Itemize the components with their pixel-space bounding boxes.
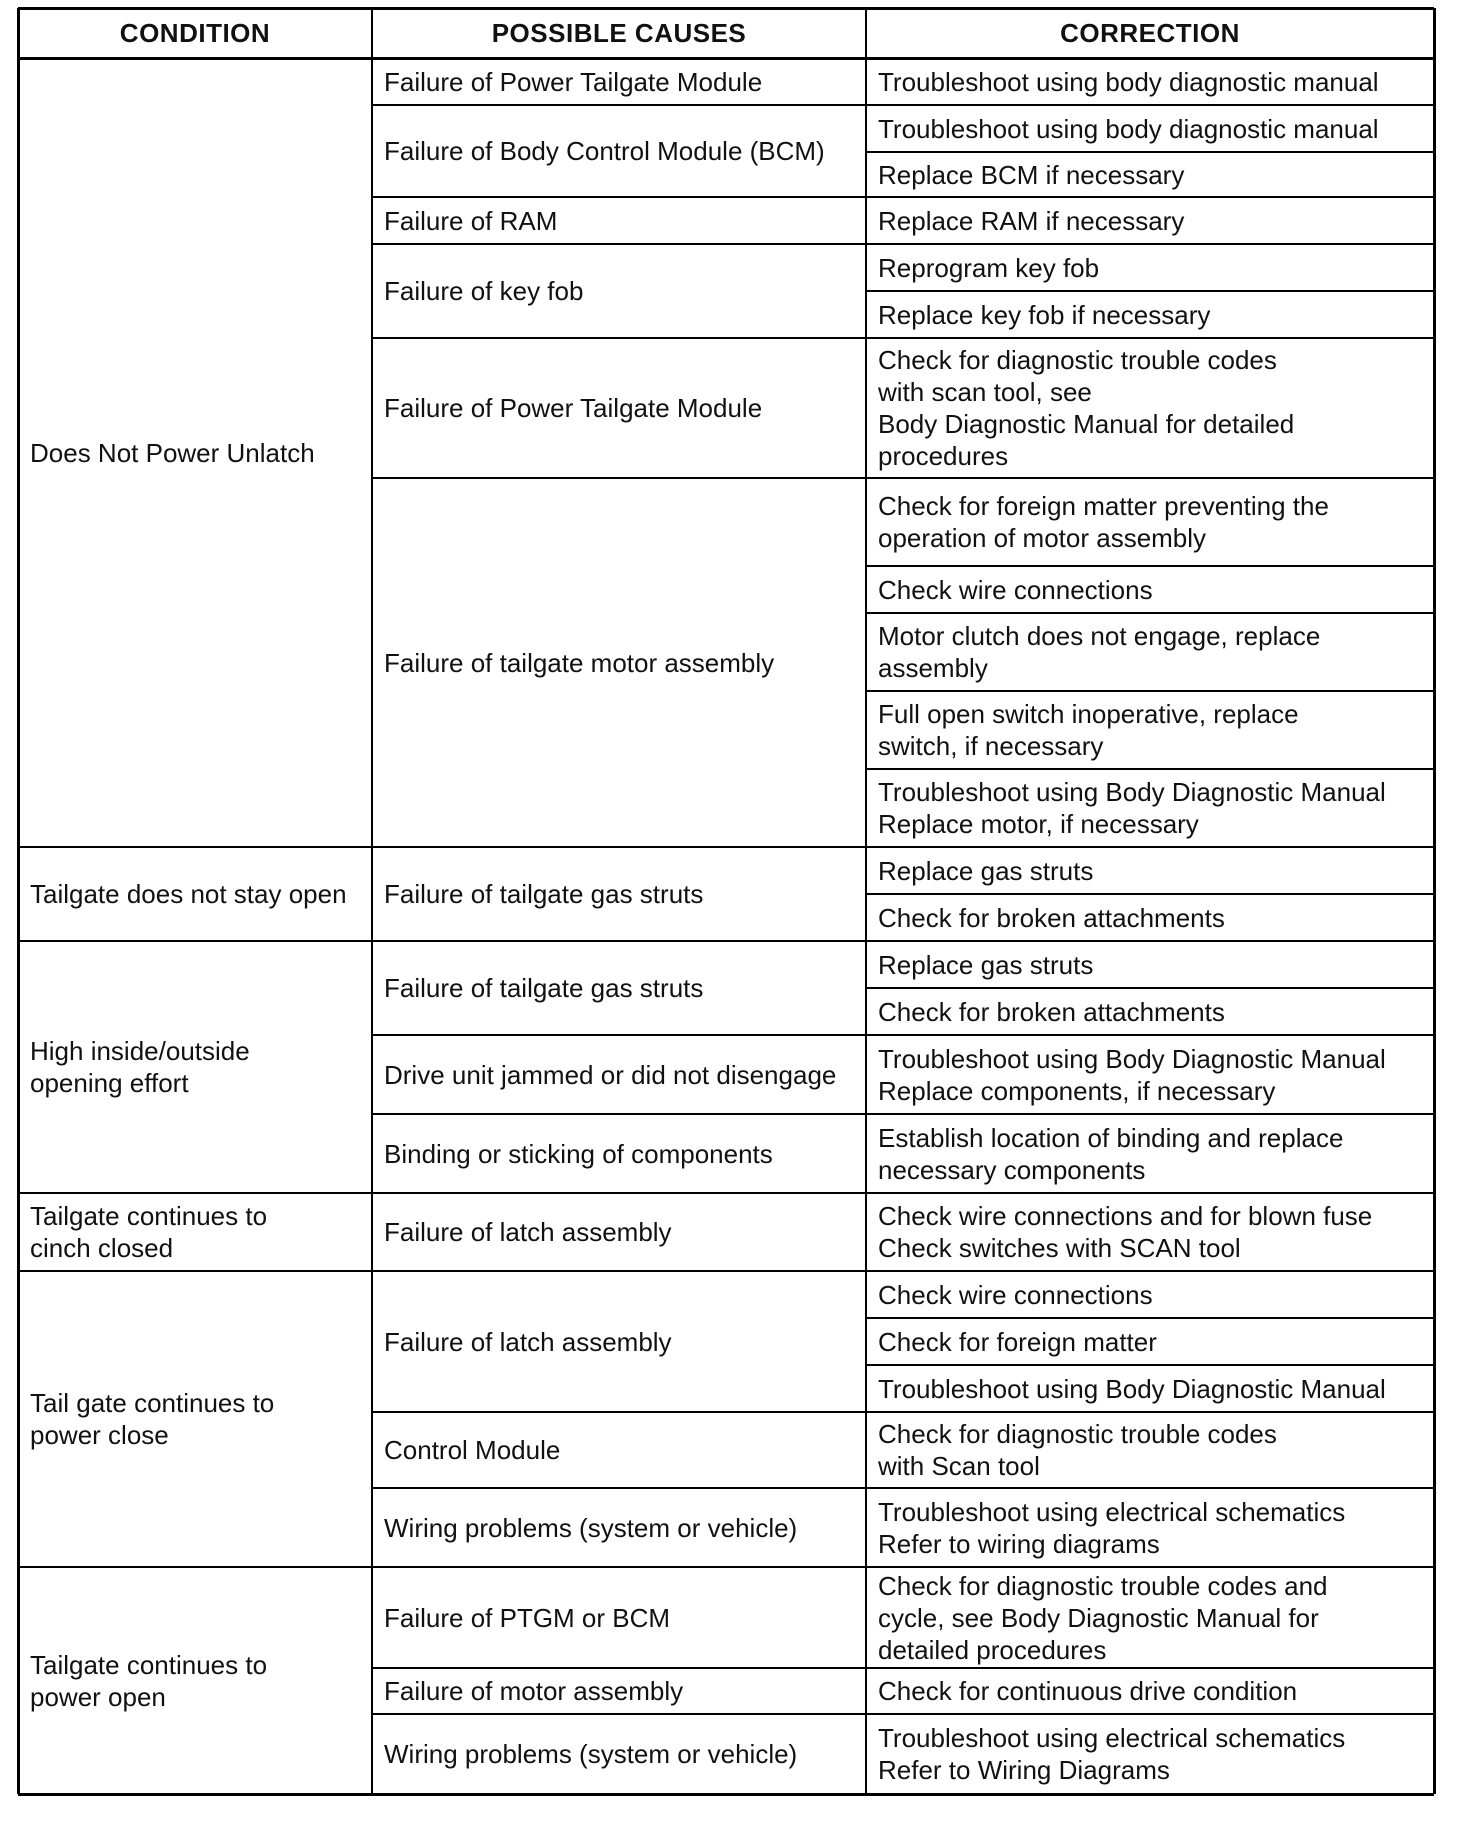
- correction-cell: Troubleshoot using Body Diagnostic Manual: [878, 1373, 1386, 1404]
- correction-cell: Motor clutch does not engage, replace assembly: [878, 621, 1321, 683]
- correction-cell: Check for diagnostic trouble codes and cycle, see Body Diagnostic Manual for detailed procedures: [878, 1570, 1328, 1665]
- header-possible-causes: POSSIBLE CAUSES: [491, 18, 747, 48]
- correction-cell: Troubleshoot using electrical schematics Refer to Wiring Diagrams: [878, 1723, 1346, 1785]
- cause-cell: Failure of Power Tailgate Module: [384, 393, 763, 423]
- correction-cell: Check for broken attachments: [878, 996, 1225, 1027]
- correction-cell: Replace BCM if necessary: [878, 159, 1185, 190]
- cause-cell: Failure of tailgate gas struts: [384, 879, 704, 909]
- cause-cell: Wiring problems (system or vehicle): [384, 1739, 798, 1769]
- correction-cell: Troubleshoot using Body Diagnostic Manual Replace components, if necessary: [878, 1043, 1386, 1106]
- cause-cell: Failure of Body Control Module (BCM): [384, 136, 825, 166]
- correction-cell: Check for continuous drive condition: [878, 1676, 1298, 1706]
- header-correction: CORRECTION: [1060, 18, 1240, 48]
- correction-cell: Troubleshoot using body diagnostic manual: [878, 113, 1379, 144]
- cause-cell: Failure of tailgate motor assembly: [384, 647, 775, 678]
- correction-cell: Troubleshoot using Body Diagnostic Manual Replace motor, if necessary: [878, 777, 1386, 839]
- correction-cell: Check wire connections and for blown fuse Check switches with SCAN tool: [878, 1201, 1373, 1263]
- cause-cell: Failure of latch assembly: [384, 1326, 672, 1357]
- correction-cell: Establish location of binding and replace necessary components: [878, 1122, 1344, 1185]
- condition-cell: Tailgate continues to power open: [30, 1649, 268, 1712]
- cause-cell: Drive unit jammed or did not disengage: [384, 1059, 837, 1090]
- correction-cell: Check for diagnostic trouble codes with scan tool, see Body Diagnostic Manual for detailed procedures: [878, 345, 1295, 471]
- correction-cell: Reprogram key fob: [878, 252, 1100, 283]
- correction-cell: Replace key fob if necessary: [878, 299, 1211, 330]
- cause-cell: Wiring problems (system or vehicle): [384, 1512, 798, 1543]
- correction-cell: Full open switch inoperative, replace switch, if necessary: [878, 699, 1299, 761]
- cause-cell: Failure of motor assembly: [384, 1676, 684, 1706]
- correction-cell: Troubleshoot using electrical schematics Refer to wiring diagrams: [878, 1496, 1346, 1559]
- correction-cell: Replace RAM if necessary: [878, 205, 1185, 236]
- condition-cell: Does Not Power Unlatch: [30, 437, 315, 468]
- correction-cell: Check wire connections: [878, 574, 1153, 605]
- correction-cell: Replace gas struts: [878, 949, 1094, 980]
- condition-cell: Tailgate does not stay open: [30, 879, 347, 909]
- cause-cell: Failure of Power Tailgate Module: [384, 66, 763, 97]
- cause-cell: Control Module: [384, 1435, 561, 1465]
- cause-cell: Failure of RAM: [384, 205, 558, 236]
- condition-cell: High inside/outside opening effort: [30, 1036, 250, 1098]
- cause-cell: Failure of key fob: [384, 276, 584, 306]
- correction-cell: Check wire connections: [878, 1279, 1153, 1310]
- condition-cell: Tail gate continues to power close: [30, 1388, 275, 1450]
- cause-cell: Failure of latch assembly: [384, 1217, 672, 1247]
- condition-cell: Tailgate continues to cinch closed: [30, 1201, 268, 1263]
- correction-cell: Check for broken attachments: [878, 902, 1225, 933]
- correction-cell: Troubleshoot using body diagnostic manual: [878, 66, 1379, 97]
- correction-cell: Check for diagnostic trouble codes with Scan tool: [878, 1419, 1277, 1481]
- correction-cell: Check for foreign matter preventing the operation of motor assembly: [878, 491, 1329, 553]
- cause-cell: Failure of PTGM or BCM: [384, 1602, 671, 1633]
- cause-cell: Failure of tailgate gas struts: [384, 973, 704, 1003]
- cause-cell: Binding or sticking of components: [384, 1138, 773, 1169]
- header-condition: CONDITION: [119, 18, 271, 48]
- correction-cell: Replace gas struts: [878, 855, 1094, 886]
- correction-cell: Check for foreign matter: [878, 1326, 1157, 1357]
